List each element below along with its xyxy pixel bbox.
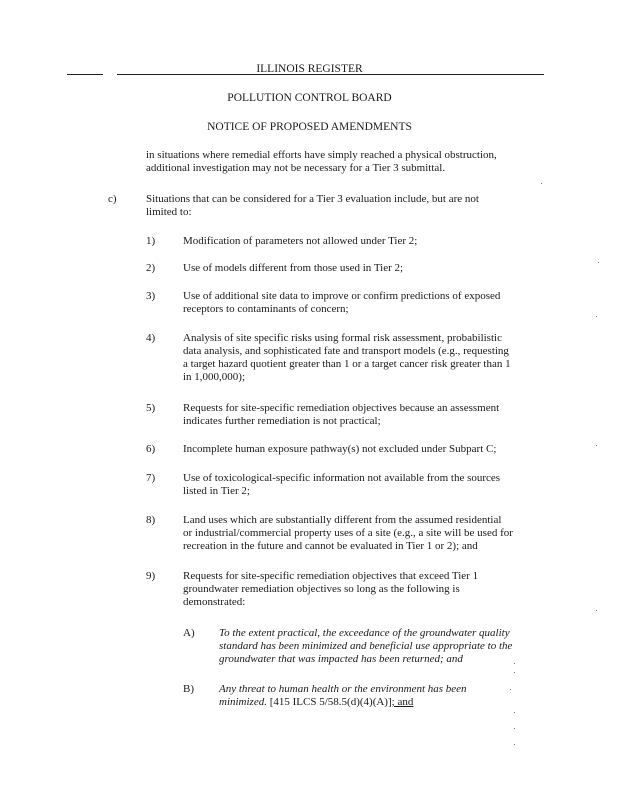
item-number: 3) [146, 290, 156, 302]
list-item-line: demonstrated: [183, 596, 246, 608]
register-title: ILLINOIS REGISTER [256, 63, 363, 75]
item-number: 7) [146, 472, 156, 484]
scan-speck [596, 316, 597, 317]
item-number: 1) [146, 235, 156, 247]
list-item-line: recreation in the future and cannot be evaluated in Tier 1 or 2); and [183, 540, 478, 552]
intro-paragraph [146, 149, 497, 175]
list-item-line: Use of additional site data to improve or confirm predictions of exposed [183, 290, 501, 302]
scan-speck [514, 728, 515, 729]
list-item [183, 290, 500, 316]
list-item [183, 443, 496, 456]
subitem-text [219, 683, 467, 709]
scan-speck [598, 262, 599, 263]
scan-speck [514, 744, 515, 745]
subitem-label: B) [183, 683, 194, 695]
list-item [183, 472, 500, 498]
list-item [183, 235, 417, 248]
list-item [183, 402, 499, 428]
list-item-line: Land uses which are substantially different from the assumed residential [183, 514, 502, 526]
subitem-emphasis: minimized. [219, 696, 267, 708]
list-item-line: Analysis of site specific risks using formal risk assessment, probabilistic [183, 332, 502, 344]
list-item-line: data analysis, and sophisticated fate and transport models (e.g., requesting [183, 345, 509, 357]
list-item-line: Requests for site-specific remediation objectives that exceed Tier 1 [183, 570, 479, 582]
section-c-text [146, 193, 479, 219]
section-c-line: Situations that can be considered for a Tier 3 evaluation include, but are not [146, 193, 479, 205]
subitem-line: groundwater that was impacted has been returned; and [219, 653, 463, 665]
scan-speck [514, 663, 515, 664]
subitem-line: Any threat to human health or the environment has been [219, 683, 467, 695]
list-item-line: groundwater remediation objectives so long as the following is [183, 583, 460, 595]
list-item [183, 332, 511, 384]
list-item-line: receptors to contaminants of concern; [183, 303, 349, 315]
scan-speck [514, 712, 515, 713]
item-number: 6) [146, 443, 156, 455]
scan-speck [541, 183, 542, 184]
scan-speck [510, 689, 511, 690]
list-item-line: or industrial/commercial property uses of a site (e.g., a site will be used for [183, 527, 513, 539]
section-c-label: c) [108, 193, 117, 205]
item-number: 4) [146, 332, 156, 344]
scan-speck [514, 672, 515, 673]
intro-line: additional investigation may not be necessary for a Tier 3 submittal. [146, 162, 446, 174]
subitem-line: standard has been minimized and beneficial use appropriate to the [219, 640, 513, 652]
item-number: 8) [146, 514, 156, 526]
list-item-line: Requests for site-specific remediation objectives because an assessment [183, 402, 500, 414]
list-item [183, 570, 478, 609]
item-number: 5) [146, 402, 156, 414]
list-item-line: in 1,000,000); [183, 371, 246, 383]
item-number: 9) [146, 570, 156, 582]
subitem-line [219, 696, 467, 709]
subitem-text [219, 627, 512, 666]
intro-line: in situations where remedial efforts have simply reached a physical obstruction, [146, 149, 497, 161]
section-c-line: limited to: [146, 206, 192, 218]
board-title: POLLUTION CONTROL BOARD [227, 92, 392, 104]
added-text: ; and [391, 696, 414, 708]
list-item-line: Modification of parameters not allowed under Tier 2; [183, 235, 418, 247]
subitem-line: To the extent practical, the exceedance of the groundwater quality [219, 627, 510, 639]
item-number: 2) [146, 262, 156, 274]
list-item-line: Use of models different from those used in Tier 2; [183, 262, 404, 274]
list-item [183, 514, 513, 553]
list-item-line: indicates further remediation is not practical; [183, 415, 381, 427]
statute-citation: [415 ILCS 5/58.5(d)(4)(A)] [269, 696, 392, 708]
list-item-line: a target hazard quotient greater than 1 or a target cancer risk greater than 1 [183, 358, 511, 370]
scan-speck [596, 610, 597, 611]
scan-speck [596, 445, 597, 446]
list-item-line: Incomplete human exposure pathway(s) not excluded under Subpart C; [183, 443, 497, 455]
list-item-line: Use of toxicological-specific information not available from the sources [183, 472, 501, 484]
notice-title: NOTICE OF PROPOSED AMENDMENTS [207, 121, 412, 133]
list-item [183, 262, 403, 275]
subitem-label: A) [183, 627, 195, 639]
list-item-line: listed in Tier 2; [183, 485, 250, 497]
